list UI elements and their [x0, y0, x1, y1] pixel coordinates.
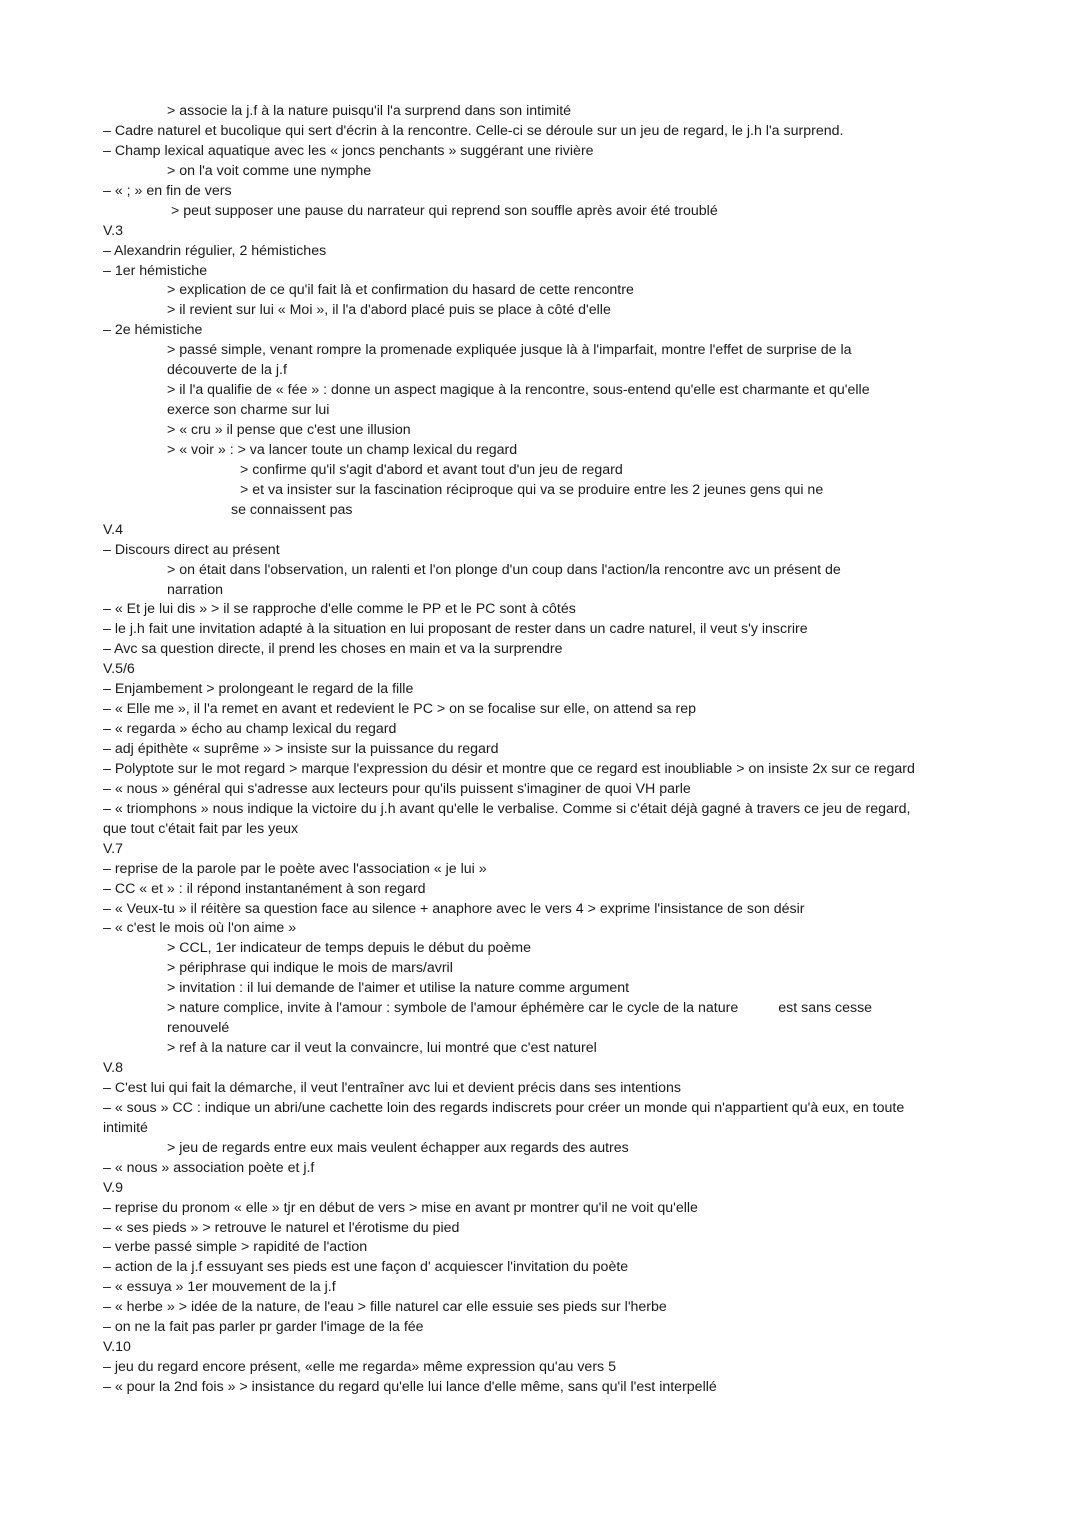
text-line — [0, 401, 1080, 421]
line-text: V.10 — [103, 1339, 131, 1356]
line-text: V.4 — [103, 521, 123, 538]
text-line — [0, 620, 1080, 640]
line-text: découverte de la j.f — [167, 362, 287, 379]
line-text: – « ses pieds » > retrouve le naturel et l'érotisme du pied — [103, 1219, 460, 1236]
text-line — [0, 880, 1080, 900]
line-text: V.9 — [103, 1179, 123, 1196]
document-page — [0, 102, 1080, 1398]
line-text: – action de la j.f essuyant ses pieds est une façon d' acquiescer l'invitation du poète — [103, 1259, 629, 1276]
text-line — [0, 162, 1080, 182]
text-line — [0, 840, 1080, 860]
text-line — [0, 660, 1080, 680]
text-line — [0, 959, 1080, 979]
line-text: – « Veux-tu » il réitère sa question face au silence + anaphore avec le vers 4 > exprime l'insistance de son désir — [103, 900, 805, 917]
text-line — [0, 102, 1080, 122]
text-line — [0, 481, 1080, 501]
line-text: – on ne la fait pas parler pr garder l'image de la fée — [103, 1319, 424, 1336]
text-line — [0, 441, 1080, 461]
line-text: – reprise de la parole par le poète avec l'association « je lui » — [103, 860, 487, 877]
line-text: > confirme qu'il s'agit d'abord et avant tout d'un jeu de regard — [240, 461, 623, 478]
line-text: – verbe passé simple > rapidité de l'action — [103, 1239, 368, 1256]
text-line — [0, 501, 1080, 521]
text-line — [0, 461, 1080, 481]
text-line — [0, 281, 1080, 301]
text-line — [0, 1378, 1080, 1398]
text-line — [0, 860, 1080, 880]
text-line — [0, 202, 1080, 222]
text-line — [0, 1278, 1080, 1298]
text-line — [0, 321, 1080, 341]
line-text: – jeu du regard encore présent, «elle me regarda» même expression qu'au vers 5 — [103, 1359, 616, 1376]
line-text: V.5/6 — [103, 661, 135, 678]
line-text: > « voir » : > va lancer toute un champ lexical du regard — [167, 441, 518, 458]
text-line — [0, 521, 1080, 541]
line-text: > et va insister sur la fascination réciproque qui va se produire entre les 2 jeunes gens qui ne — [240, 481, 824, 498]
line-text: > « cru » il pense que c'est une illusion — [167, 422, 411, 438]
text-line — [0, 182, 1080, 202]
text-line — [0, 1079, 1080, 1099]
text-line — [0, 1258, 1080, 1278]
text-line — [0, 361, 1080, 381]
line-text: – adj épithète « suprême » > insiste sur la puissance du regard — [103, 741, 499, 757]
text-line — [0, 541, 1080, 561]
line-text: – reprise du pronom « elle » tjr en début de vers > mise en avant pr montrer qu'il ne voit qu'elle — [103, 1199, 698, 1216]
line-text: – 1er hémistiche — [103, 262, 208, 279]
text-line — [0, 301, 1080, 321]
text-line — [0, 381, 1080, 401]
text-line — [0, 1139, 1080, 1159]
text-line — [0, 262, 1080, 282]
line-text: que tout c'était fait par les yeux — [103, 820, 299, 837]
text-line — [0, 1019, 1080, 1039]
line-text: – « ; » en fin de vers — [103, 182, 232, 199]
line-text: – « sous » CC : indique un abri/une cachette loin des regards indiscrets pour créer un monde qui n'appartient qu'à eux, en toute — [103, 1099, 905, 1116]
text-line — [0, 800, 1080, 820]
line-text: – « essuya » 1er mouvement de la j.f — [103, 1279, 336, 1296]
text-line — [0, 142, 1080, 162]
line-text: > passé simple, venant rompre la promenade expliquée jusque là à l'imparfait, montre l'effet de surprise de la — [167, 342, 852, 359]
line-text: > on était dans l'observation, un ralenti et l'on plonge d'un coup dans l'action/la rencontre avc un présent de — [167, 561, 841, 578]
text-line — [0, 939, 1080, 959]
text-line — [0, 700, 1080, 720]
text-line — [0, 242, 1080, 262]
line-text: – « nous » association poète et j.f — [103, 1159, 315, 1176]
text-line — [0, 1238, 1080, 1258]
text-line — [0, 780, 1080, 800]
line-text: – Alexandrin régulier, 2 hémistiches — [103, 242, 327, 259]
text-line — [0, 900, 1080, 920]
text-line — [0, 1338, 1080, 1358]
line-text: – Avc sa question directe, il prend les choses en main et va la surprendre — [103, 641, 563, 658]
text-line — [0, 680, 1080, 700]
line-text: – « pour la 2nd fois » > insistance du regard qu'elle lui lance d'elle même, sans qu'il l'est interpellé — [103, 1379, 717, 1395]
text-line — [0, 421, 1080, 441]
line-text: – « triomphons » nous indique la victoire du j.h avant qu'elle le verbalise. Comme si c'était déjà gagné à travers ce jeu de regard, — [103, 800, 911, 817]
text-line — [0, 1358, 1080, 1378]
line-text: V.3 — [103, 222, 123, 239]
text-line — [0, 1179, 1080, 1199]
line-tail-text: est sans cesse — [778, 1000, 873, 1017]
line-text: – Enjambement > prolongeant le regard de la fille — [103, 681, 414, 698]
line-text: – Champ lexical aquatique avec les « joncs penchants » suggérant une rivière — [103, 142, 594, 159]
text-line — [0, 640, 1080, 660]
line-text: > il revient sur lui « Moi », il l'a d'abord placé puis se place à côté d'elle — [167, 302, 611, 319]
text-line — [0, 1159, 1080, 1179]
line-text: – Discours direct au présent — [103, 541, 280, 558]
text-line — [0, 919, 1080, 939]
line-text: > jeu de regards entre eux mais veulent échapper aux regards des autres — [167, 1139, 629, 1156]
line-text: > nature complice, invite à l'amour : symbole de l'amour éphémère car le cycle de la nature — [167, 1000, 739, 1017]
line-text: > invitation : il lui demande de l'aimer et utilise la nature comme argument — [167, 980, 630, 997]
text-line — [0, 820, 1080, 840]
line-text: – « herbe » > idée de la nature, de l'eau > fille naturel car elle essuie ses pieds sur l'herbe — [103, 1299, 667, 1316]
line-text: – « nous » général qui s'adresse aux lecteurs pour qu'ils puissent s'imaginer de quoi VH parle — [103, 780, 691, 797]
text-line — [0, 1059, 1080, 1079]
line-text: exerce son charme sur lui — [167, 402, 330, 419]
text-line — [0, 1199, 1080, 1219]
line-text: > associe la j.f à la nature puisqu'il l'a surprend dans son intimité — [167, 103, 572, 119]
line-text: V.7 — [103, 840, 123, 857]
text-line — [0, 999, 1080, 1019]
line-text: – « c'est le mois où l'on aime » — [103, 920, 297, 937]
line-text: – CC « et » : il répond instantanément à son regard — [103, 880, 426, 897]
text-line — [0, 341, 1080, 361]
text-line — [0, 581, 1080, 601]
line-text: – C'est lui qui fait la démarche, il veut l'entraîner avc lui et devient précis dans ses intentions — [103, 1079, 681, 1096]
text-line — [0, 222, 1080, 242]
line-text: – « Elle me », il l'a remet en avant et redevient le PC > on se focalise sur elle, on attend sa rep — [103, 701, 697, 718]
text-line — [0, 720, 1080, 740]
line-text: – 2e hémistiche — [103, 322, 203, 339]
line-text: – Polyptote sur le mot regard > marque l'expression du désir et montre que ce regard est inoubliable > on insiste 2x sur ce regard — [103, 760, 915, 777]
line-text: intimité — [103, 1119, 148, 1136]
text-line — [0, 1219, 1080, 1239]
line-text: > périphrase qui indique le mois de mars/avril — [167, 960, 453, 977]
line-text: – Cadre naturel et bucolique qui sert d'écrin à la rencontre. Celle-ci se déroule sur un jeu de regard, le j.h l'a surprend. — [103, 122, 844, 139]
text-line — [0, 600, 1080, 620]
text-line — [0, 1298, 1080, 1318]
line-text: > il l'a qualifie de « fée » : donne un aspect magique à la rencontre, sous-entend qu'elle est charmante et qu'elle — [167, 382, 870, 399]
line-text: > explication de ce qu'il fait là et confirmation du hasard de cette rencontre — [167, 282, 634, 299]
line-text: renouvelé — [167, 1020, 230, 1037]
text-line — [0, 1039, 1080, 1059]
text-line — [0, 760, 1080, 780]
text-line — [0, 1318, 1080, 1338]
line-text: – « regarda » écho au champ lexical du regard — [103, 721, 397, 738]
text-line — [0, 122, 1080, 142]
line-text: > peut supposer une pause du narrateur qui reprend son souffle après avoir été troublé — [171, 202, 718, 219]
text-line — [0, 740, 1080, 760]
line-text: > ref à la nature car il veut la convaincre, lui montré que c'est naturel — [167, 1040, 597, 1057]
line-text: se connaissent pas — [231, 501, 353, 518]
text-line — [0, 979, 1080, 999]
text-line — [0, 1099, 1080, 1119]
line-text: V.8 — [103, 1060, 123, 1076]
text-line — [0, 561, 1080, 581]
text-line — [0, 1119, 1080, 1139]
line-text: – « Et je lui dis » > il se rapproche d'elle comme le PP et le PC sont à côtés — [103, 601, 576, 618]
line-text: > CCL, 1er indicateur de temps depuis le début du poème — [167, 940, 531, 957]
line-text: – le j.h fait une invitation adapté à la situation en lui proposant de rester dans un cadre naturel, il veut s'y inscrire — [103, 621, 808, 638]
line-text: > on l'a voit comme une nymphe — [167, 162, 372, 179]
line-text: narration — [167, 581, 223, 598]
